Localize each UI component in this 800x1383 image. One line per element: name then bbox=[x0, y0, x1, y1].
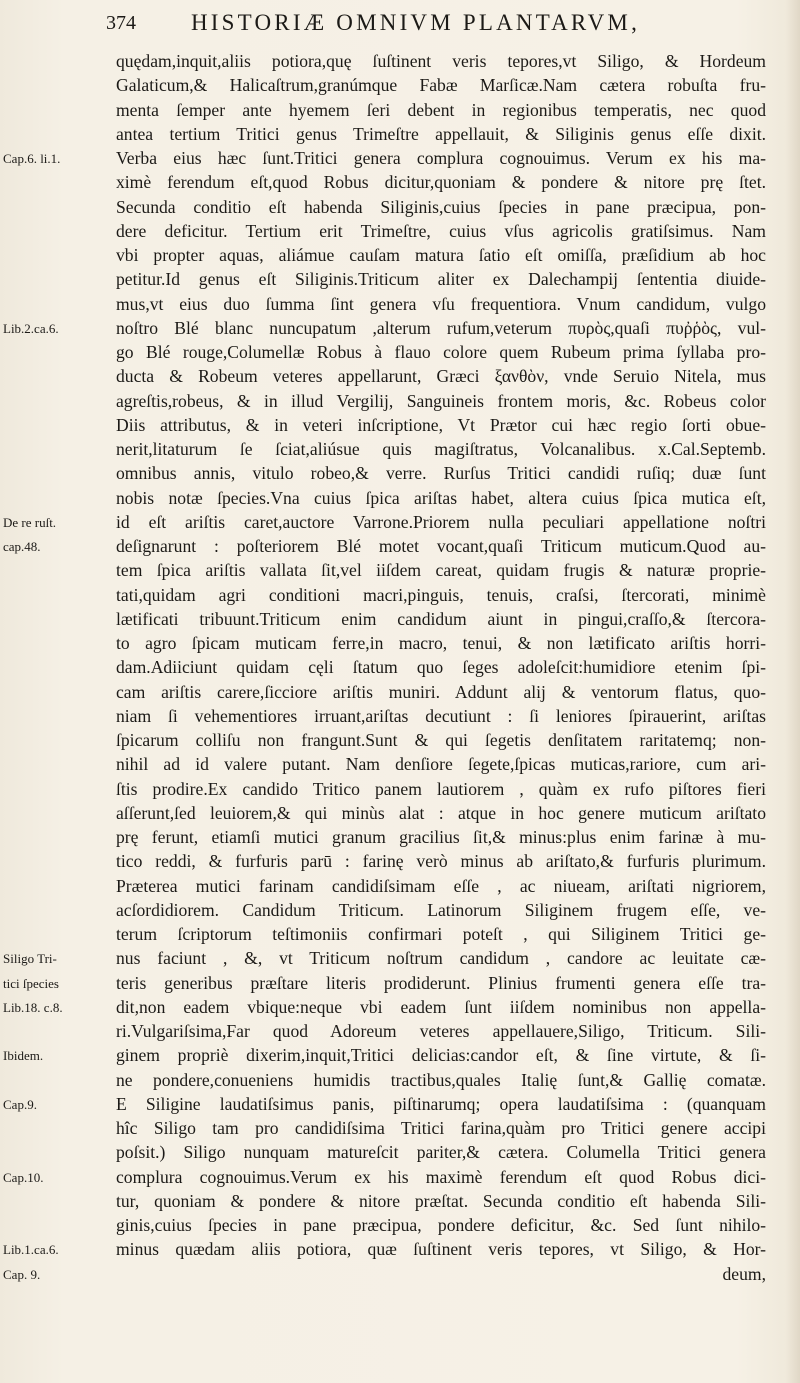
text-line: omnibus annis, vitulo robeo,& verre. Rurſus Tritici candidi ruſiq; duæ ſunt bbox=[116, 463, 766, 484]
text-line: Galaticum,& Halicaſtrum,granúmque Fabæ Marſicæ.Nam cætera robuſta fru- bbox=[116, 75, 766, 96]
text-line: tur, quoniam & pondere & nitore præſtat. Secunda conditio eſt habenda Sili- bbox=[116, 1190, 766, 1211]
text-line: teris generibus præſtare literis prodiderunt. Plinius frumenti genera eſſe tra- bbox=[116, 972, 766, 993]
text-line: niam ſi vehementiores irruant,ariſtas decutiunt : ſi leniores ſpirauerint, ariſtas bbox=[116, 705, 766, 726]
text-line: tico reddi, & furfuris parū : farinę verò minus ab ariſtato,& furfuris plurimum. bbox=[116, 851, 766, 872]
text-line: id eſt ariſtis caret,auctore Varrone.Priorem nulla peculiari appellatione noſtri bbox=[116, 511, 766, 532]
text-line: terum ſcriptorum teſtimoniis confirmari poteſt , qui Siliginem Tritici ge- bbox=[116, 924, 766, 944]
margin-note: Cap. 9. bbox=[3, 1266, 41, 1282]
text-line: ſpicarum colliſu non frangunt.Sunt & qui ſegetis denſitatem raritatemq; non- bbox=[116, 730, 766, 750]
text-line: hîc Siligo tam pro candidiſsima Tritici farina,quàm pro Tritici genere accipi bbox=[116, 1118, 766, 1138]
body-text bbox=[116, 49, 766, 1286]
text-line: agreſtis,robeus, & in illud Vergilij, Sanguineis frontem moris, &c. Robeus color bbox=[116, 390, 766, 411]
text-line: ducta & Robeum veteres appellarunt, Græci ξανθὸν, vnde Seruio Nitela, mus bbox=[116, 366, 766, 387]
text-line: ginis,cuius ſpecies in pane præcipua, pondere deficitur, &c. Sed ſunt nihilo- bbox=[116, 1215, 766, 1235]
margin-note: Lib.18. c.8. bbox=[3, 999, 63, 1015]
text-line: mus,vt eius duo ſumma ſint genera vſu frequentiora. Vnum candidum, vulgo bbox=[116, 293, 766, 314]
text-line: Verba eius hæc ſunt.Tritici genera complura cognouimus. Verum ex his ma- bbox=[116, 148, 766, 168]
text-line: ne pondere,conueniens humidis tractibus,quales Italię ſunt,& Gallię comatæ. bbox=[116, 1069, 766, 1090]
text-line: ginem propriè dixerim,inquit,Tritici delicias:candor eſt, & ſine virtute, & ſi- bbox=[116, 1045, 766, 1066]
text-line: prę ferunt, etiamſi mutici granum gracilius ſit,& minus:plus enim farinæ à mu- bbox=[116, 827, 766, 847]
text-line: cam ariſtis carere,ſicciore ariſtis muniri. Addunt alij & ventorum flatus, quo- bbox=[116, 681, 766, 702]
text-line: minus quædam aliis potiora, quæ ſuſtinent veris tepores, vt Siligo, & Hor- bbox=[116, 1239, 766, 1260]
text-line: E Siligine laudatiſsimus panis, piſtinarumq; opera laudatiſsima : (quanquam bbox=[116, 1093, 766, 1114]
text-line: antea tertium Tritici genus Trimeſtre appellauit, & Siliginis genus eſſe dixit. bbox=[116, 123, 766, 144]
text-line: quędam,inquit,aliis potiora,quę ſuſtinent veris tepores,vt Siligo, & Hordeum bbox=[116, 51, 766, 71]
text-line: petitur.Id genus eſt Siliginis.Triticum aliter ex Dalechampij ſententia diuide- bbox=[116, 269, 766, 290]
text-line: aſſerunt,ſed leuiorem,& qui minùs alat : atque in hoc genere muticum ariſtato bbox=[116, 802, 766, 823]
text-line: Secunda conditio eſt habenda Siliginis,cuius ſpecies in pane præcipua, pon- bbox=[116, 196, 766, 217]
text-line: nus faciunt , &, vt Triticum noſtrum candidum , candore ac leuitate cæ- bbox=[116, 948, 766, 969]
margin-note: Cap.9. bbox=[3, 1096, 37, 1112]
text-line: deum, bbox=[722, 1263, 766, 1284]
text-line: to agro ſpicam muticam ferre,in macro, tenui, & non lætificato ariſtis horri- bbox=[116, 633, 766, 653]
text-line: lætificati tribuunt.Triticum enim candidum aiunt in pingui,craſſo,& ſtercora- bbox=[116, 608, 766, 629]
text-line: vbi propter aquas, aliámue cauſam matura ſatio eſt omiſſa, præſidium ab hoc bbox=[116, 245, 766, 265]
margin-note: De re ruſt. bbox=[3, 514, 57, 530]
text-line: complura cognouimus.Verum ex his maximè ferendum eſt quod Robus dici- bbox=[116, 1166, 766, 1187]
text-line: dam.Adiiciunt quidam cęli ſtatum quo ſeges adoleſcit:humidiore etenim ſpi- bbox=[116, 657, 766, 678]
margin-note: Ibidem. bbox=[3, 1048, 44, 1064]
page-edge-shadow bbox=[786, 0, 800, 1383]
margin-note: Cap.6. li.1. bbox=[3, 151, 61, 166]
text-line: go Blé rouge,Columellæ Robus à flauo colore quem Rubeum prima ſyllaba pro- bbox=[116, 342, 766, 362]
margin-note: cap.48. bbox=[3, 539, 41, 554]
text-line: acſordidiorem. Candidum Triticum. Latinorum Siliginem frugem eſſe, ve- bbox=[116, 899, 766, 920]
text-line: tem ſpica ariſtis vallata ſit,vel iiſdem careat, quidam frugis & naturæ proprie- bbox=[116, 560, 766, 581]
text-line: tati,quidam agri conditioni macri,pinguis, tenuis, craſsi, ſtercorati, minimè bbox=[116, 584, 766, 605]
text-line: ximè ferendum eſt,quod Robus dicitur,quoniam & pondere & nitore prę ſtet. bbox=[116, 172, 766, 193]
text-line: dere deficitur. Tertium erit Trimeſtre, cuius vſus agricolis gratiſsimus. Nam bbox=[116, 220, 766, 241]
margin-note: Cap.10. bbox=[3, 1169, 44, 1185]
text-line: ri.Vulgariſsima,Far quod Adoreum veteres appellauere,Siligo, Triticum. Sili- bbox=[116, 1021, 766, 1041]
text-line: ſtis prodire.Ex candido Tritico panem lautiorem , quàm ex rufo piſtores fieri bbox=[116, 778, 766, 799]
page-number: 374 bbox=[106, 12, 136, 34]
text-line: nihil ad id valere putant. Nam denſiore ſegete,ſpicas muticas,rariore, cum ari- bbox=[116, 754, 766, 775]
text-line: nobis notæ ſpecies.Vna cuius ſpica ariſtas habet, altera cuius ſpica mutica eſt, bbox=[116, 487, 766, 508]
text-line: Diis attributus, & in veteri inſcriptione, Vt Prætor cui hæc regio ſorti obue- bbox=[116, 414, 766, 435]
margin-note: tici ſpecies bbox=[3, 975, 59, 991]
text-line: poſsit.) Siligo nunquam matureſcit pariter,& cætera. Columella Tritici genera bbox=[116, 1142, 766, 1163]
page-header bbox=[106, 10, 766, 40]
text-line: Præterea mutici farinam candidiſsimam eſſe , ac niueam, ariſtati nigriorem, bbox=[116, 875, 766, 896]
text-line: deſignarunt : poſteriorem Blé motet vocant,quaſi Triticum muticum.Quod au- bbox=[116, 536, 766, 556]
running-title: HISTORIÆ OMNIVM PLANTARVM, bbox=[191, 10, 641, 35]
text-line: dit,non eadem vbique:neque vbi eadem ſunt iiſdem nominibus non appella- bbox=[116, 996, 766, 1017]
margin-note: Siligo Tri- bbox=[3, 951, 57, 967]
margin-note: Lib.1.ca.6. bbox=[3, 1242, 59, 1258]
text-line: menta ſemper ante hyemem ſeri debent in regionibus temperatis, nec quod bbox=[116, 99, 766, 120]
text-line: nerit,litaturum ſe ſciat,aliúsue quis magiſtratus, Volcanalibus. x.Cal.Septemb. bbox=[116, 439, 766, 459]
margin-note: Lib.2.ca.6. bbox=[3, 320, 59, 336]
text-line: noſtro Blé blanc nuncupatum ,alterum rufum,veterum πυρὸς,quaſi πυῤῥὸς, vul- bbox=[116, 317, 766, 338]
